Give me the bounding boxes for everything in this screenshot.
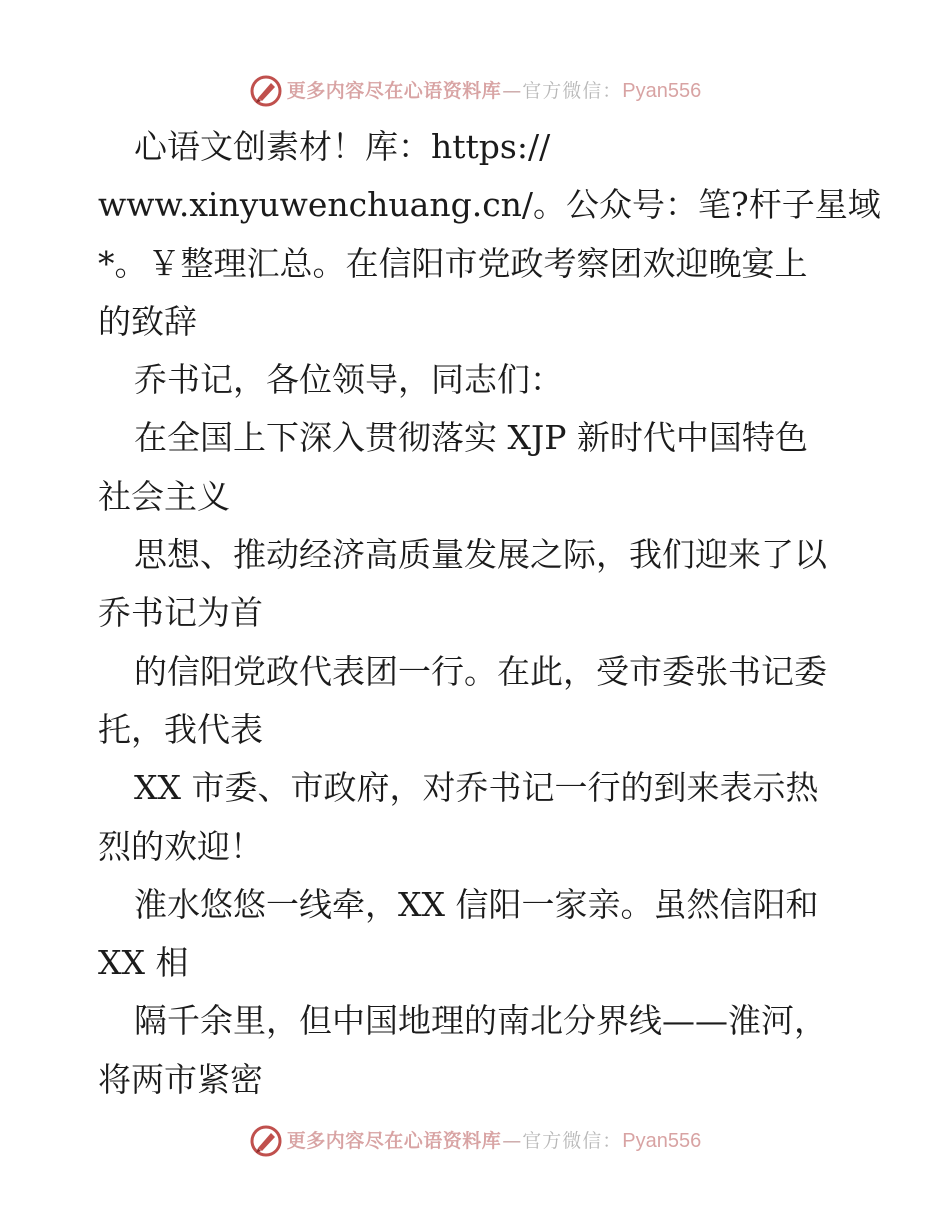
text-line: *。￥整理汇总。在信阳市党政考察团欢迎晚宴上	[98, 243, 808, 283]
text-line: XX 相	[98, 943, 189, 983]
banner-slogan: 更多内容尽在心语资料库	[286, 79, 502, 102]
text-line: 的信阳党政代表团一行。在此，受市委张书记委	[134, 651, 827, 691]
text-line: www.xinyuwenchuang.cn/。公众号：笔?杆子星域	[98, 185, 881, 225]
banner-slogan: 更多内容尽在心语资料库	[286, 1129, 502, 1152]
text-line: 隔千余里，但中国地理的南北分界线——淮河，	[134, 1001, 827, 1041]
footer-watermark-banner	[0, 1121, 950, 1161]
text-line: 将两市紧密	[98, 1059, 263, 1099]
banner-dash: —	[502, 1129, 522, 1152]
header-watermark-banner	[0, 71, 950, 111]
text-line: 心语文创素材！库：https://	[134, 127, 551, 166]
banner-wechat-label: 官方微信：	[522, 79, 623, 102]
text-line: 的致辞	[98, 301, 197, 341]
salutation: 乔书记，各位领导，同志们：	[134, 360, 563, 400]
text-line: 乔书记为首	[98, 593, 263, 633]
text-line: 在全国上下深入贯彻落实 XJP 新时代中国特色	[134, 418, 808, 458]
text-line: 淮水悠悠一线牵，XX 信阳一家亲。虽然信阳和	[134, 884, 819, 924]
text-line: XX 市委、市政府，对乔书记一行的到来表示热	[134, 768, 819, 808]
banner-wechat-id: Pyan556	[622, 80, 702, 102]
pen-seal-logo-icon	[249, 1124, 283, 1158]
pen-seal-logo-icon	[249, 74, 283, 108]
text-line: 社会主义	[98, 476, 230, 516]
banner-wechat-label: 官方微信：	[522, 1129, 623, 1152]
text-line: 烈的欢迎！	[98, 826, 263, 866]
banner-wechat-id: Pyan556	[622, 1130, 702, 1152]
banner-dash: —	[502, 79, 522, 102]
text-line: 思想、推动经济高质量发展之际，我们迎来了以	[134, 535, 827, 575]
text-line: 托，我代表	[98, 709, 263, 749]
document-body	[98, 118, 881, 1109]
